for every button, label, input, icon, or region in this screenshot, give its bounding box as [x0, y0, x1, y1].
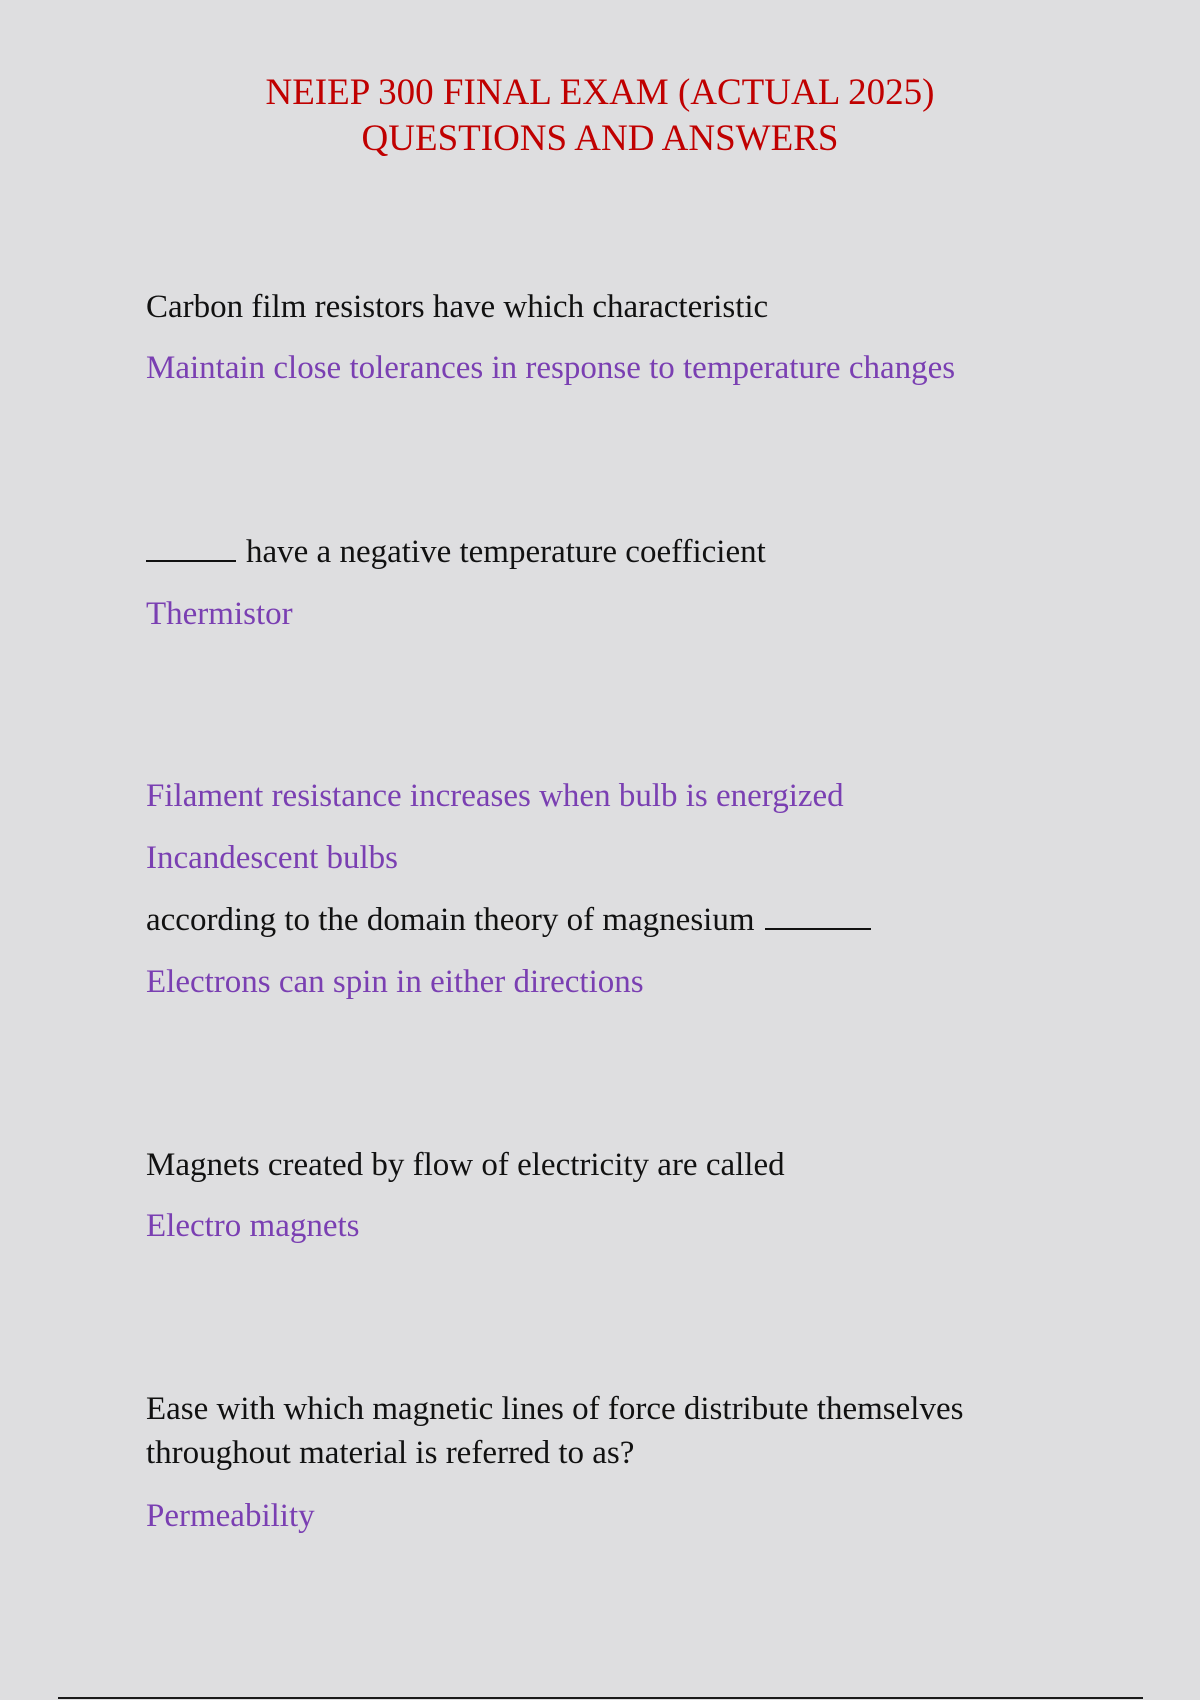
title-line-1: NEIEP 300 FINAL EXAM (ACTUAL 2025): [265, 72, 935, 113]
title-line-2: QUESTIONS AND ANSWERS: [361, 118, 839, 159]
answer-3a: Filament resistance increases when bulb is energized: [146, 778, 844, 814]
answer-3b: Incandescent bulbs: [146, 840, 398, 876]
question-4-text: according to the domain theory of magnesium: [146, 902, 755, 938]
page-title: [0, 70, 1200, 162]
question-6: Ease with which magnetic lines of force distribute themselves throughout material is referred to as?: [146, 1391, 964, 1471]
question-2: [146, 530, 1076, 574]
answer-6: Permeability: [146, 1498, 315, 1534]
question-5: Magnets created by flow of electricity are called: [146, 1147, 785, 1183]
answer-2: Thermistor: [146, 596, 293, 632]
question-2-text: have a negative temperature coefficient: [246, 534, 766, 570]
answer-5: Electro magnets: [146, 1208, 360, 1244]
question-1: Carbon film resistors have which characteristic: [146, 289, 769, 325]
answer-1: Maintain close tolerances in response to temperature changes: [146, 350, 956, 386]
footer-rule: [58, 1697, 1143, 1699]
answer-4: Electrons can spin in either directions: [146, 964, 644, 1000]
question-4: [146, 898, 1076, 942]
fill-in-blank: [765, 900, 871, 930]
fill-in-blank: [146, 532, 236, 562]
